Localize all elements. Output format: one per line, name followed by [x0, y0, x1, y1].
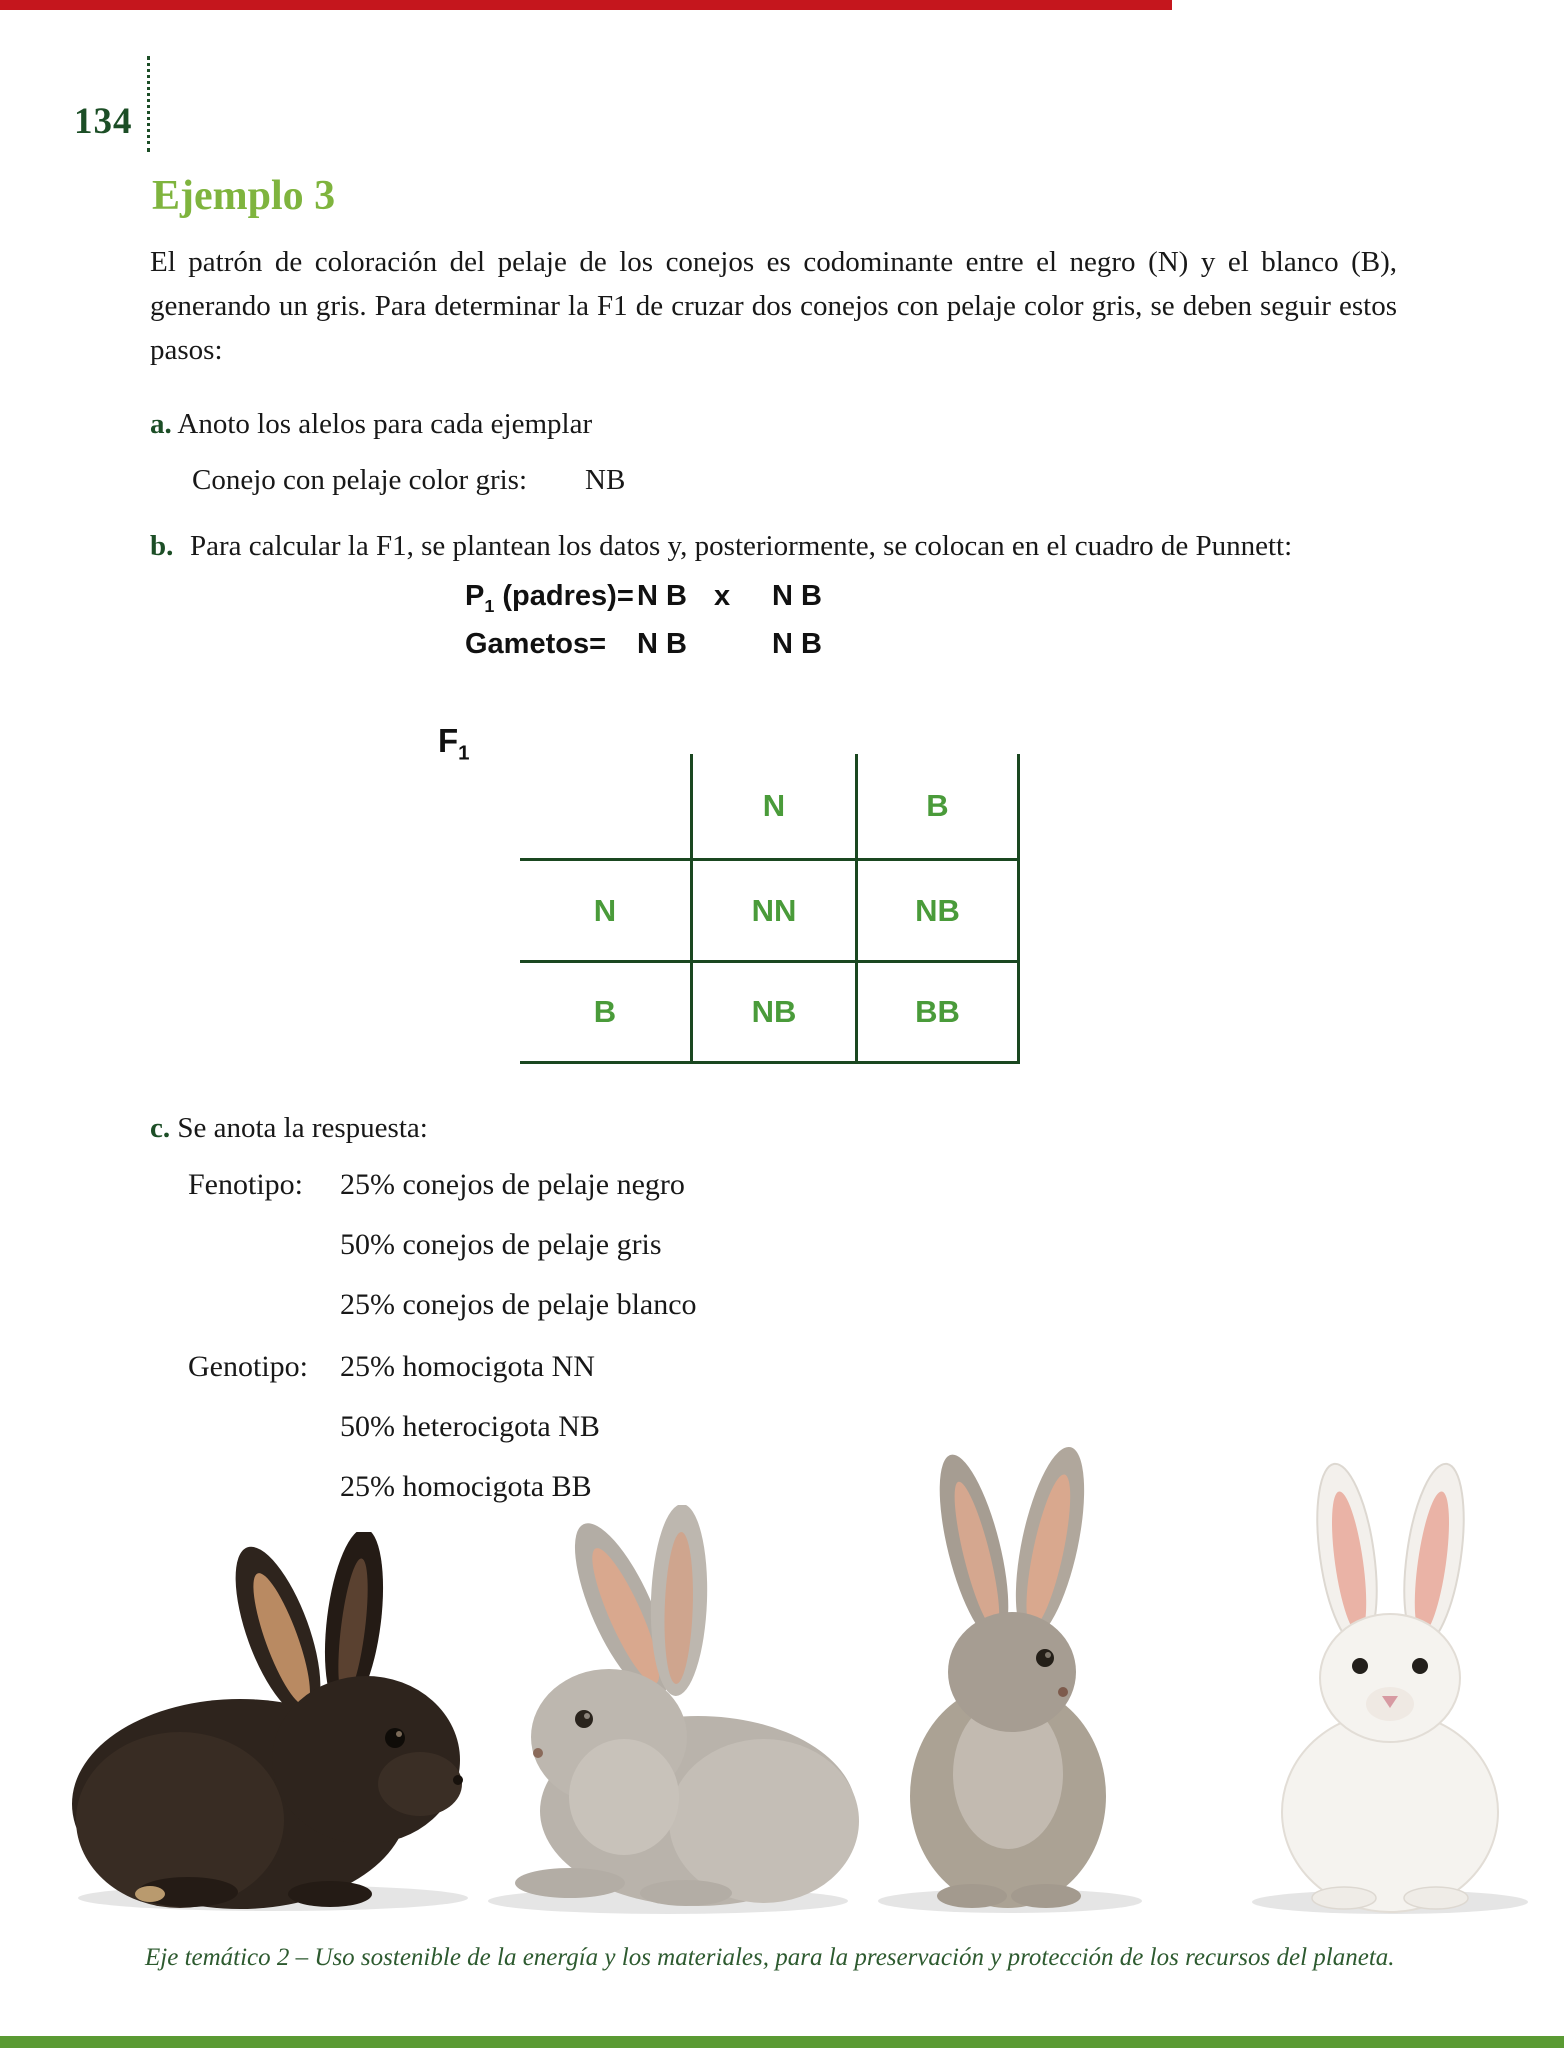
cross-symbol: x — [714, 580, 731, 612]
gametes-left: N B — [637, 628, 687, 660]
result-line: 25% conejos de pelaje negro — [340, 1168, 685, 1201]
gray-rabbit-allele-label: Conejo con pelaje color gris: — [192, 464, 528, 496]
punnett-cell: NB — [690, 960, 855, 1064]
dotted-divider — [147, 56, 150, 152]
step-b-label: b. — [150, 530, 174, 562]
gametes-right: N B — [772, 628, 822, 660]
gray-rabbit-allele-line — [192, 464, 625, 497]
punnett-row-header: B — [520, 960, 690, 1064]
fenotipo-label: Fenotipo: — [188, 1168, 304, 1201]
result-line: 50% conejos de pelaje gris — [340, 1228, 662, 1261]
punnett-col-header: B — [855, 754, 1020, 858]
step-c-label: c. — [150, 1112, 171, 1144]
result-line: 25% homocigota BB — [340, 1470, 592, 1503]
gray-rabbit-allele-value: NB — [585, 464, 626, 496]
punnett-cell: BB — [855, 960, 1020, 1064]
light-grey-rabbit-photo — [472, 1505, 864, 1915]
top-accent-bar — [0, 0, 1172, 10]
result-line: 25% conejos de pelaje blanco — [340, 1288, 697, 1321]
bottom-accent-bar — [0, 2036, 1564, 2048]
result-line: 25% homocigota NN — [340, 1350, 595, 1383]
step-b — [150, 524, 1400, 568]
punnett-square — [520, 754, 1020, 1064]
parents-sub: 1 — [484, 595, 495, 616]
parent-right-alleles: N B — [772, 580, 822, 612]
punnett-cell: NN — [690, 858, 855, 960]
step-a-text: Anoto los alelos para cada ejemplar — [177, 408, 593, 440]
step-a-label: a. — [150, 408, 172, 440]
punnett-cell: NB — [855, 858, 1020, 960]
punnett-col-header: N — [690, 754, 855, 858]
grey-rabbit-photo — [858, 1440, 1165, 1915]
step-a — [150, 402, 1400, 446]
step-c-text: Se anota la respuesta: — [177, 1112, 428, 1144]
footer-theme-line: Eje temático 2 – Uso sostenible de la energía y los materiales, para la preservación y protección de los recursos del planeta. — [145, 1944, 1395, 1971]
step-c — [150, 1106, 1050, 1150]
result-line: 50% heterocigota NB — [340, 1410, 600, 1443]
black-rabbit-photo — [68, 1532, 490, 1912]
page-number: 134 — [74, 101, 133, 142]
example-title: Ejemplo 3 — [152, 173, 336, 219]
white-rabbit-photo — [1234, 1460, 1546, 1915]
f1-generation-label: $F_1$ — [438, 722, 470, 765]
intro-paragraph: El patrón de coloración del pelaje de los conejos es codominante entre el negro (N) y el blanco (B), generando un gris. Para determinar la F1 de cruzar dos conejos con pelaje color gris, se deben seguir estos pasos: — [150, 246, 1397, 366]
punnett-row-header: N — [520, 858, 690, 960]
parent-left-alleles: N B — [637, 580, 687, 612]
punnett-corner-cell — [520, 754, 690, 858]
gametes-label: Gametos= — [465, 628, 607, 660]
step-b-text: Para calcular la F1, se plantean los datos y, posteriormente, se colocan en el cuadro de Punnett: — [190, 530, 1293, 562]
genotipo-label: Genotipo: — [188, 1350, 308, 1383]
parents-label: $P_1$ (padres)= — [465, 580, 634, 616]
